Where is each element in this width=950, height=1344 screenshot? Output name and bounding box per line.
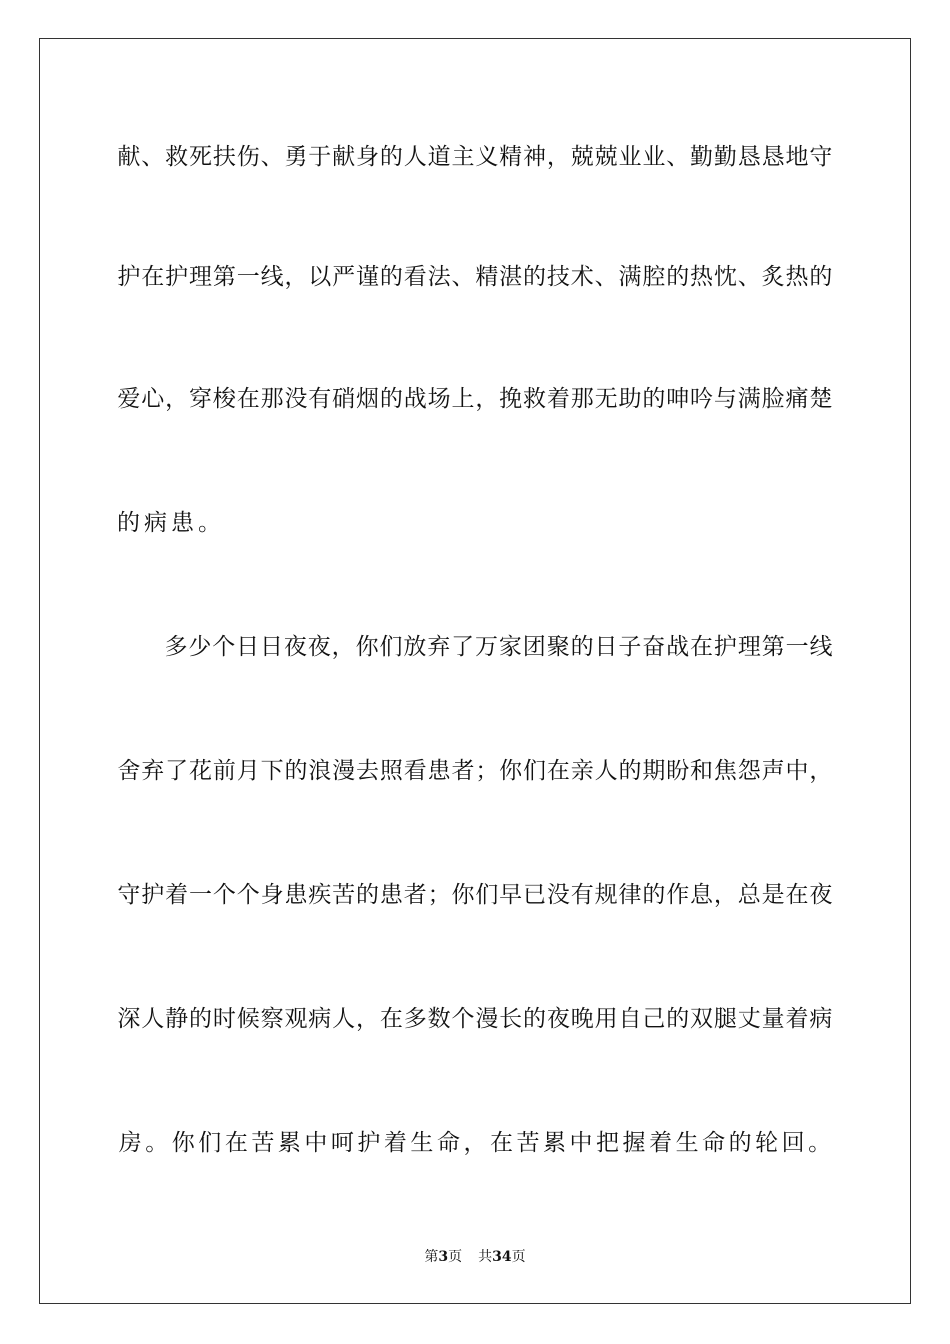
page-suffix: 页: [448, 1249, 463, 1265]
total-pages-number: 34: [492, 1249, 512, 1265]
page-prefix: 第: [424, 1249, 439, 1265]
body-line-2: 护在护理第一线，以严谨的看法、精湛的技术、满腔的热忱、炙热的: [117, 264, 833, 290]
body-line-6: 舍弃了花前月下的浪漫去照看患者；你们在亲人的期盼和焦怨声中，: [117, 758, 833, 784]
page-footer: [0, 1248, 950, 1266]
body-line-9: 房 。 你 们 在 苦 累 中 呵 护 着 生 命 ， 在 苦 累 中 把 握 着 生 命 的 轮 回 。: [118, 1130, 832, 1156]
current-page-number: 3: [438, 1249, 449, 1265]
total-prefix: 共: [478, 1249, 493, 1265]
body-line-7: 守护着一个个身患疾苦的患者；你们早已没有规律的作息，总是在夜: [117, 882, 833, 908]
body-line-4: 的病患。: [117, 510, 225, 536]
page-border: [39, 38, 911, 1304]
body-line-8: 深人静的时候察观病人，在多数个漫长的夜晚用自己的双腿丈量着病: [117, 1006, 833, 1032]
total-suffix: 页: [511, 1249, 526, 1265]
body-line-1: 献、救死扶伤、勇于献身的人道主义精神，兢兢业业、勤勤恳恳地守: [117, 144, 833, 170]
body-line-5: 多少个日日夜夜，你们放弃了万家团聚的日子奋战在护理第一线: [164, 634, 833, 660]
body-line-3: 爱心，穿梭在那没有硝烟的战场上，挽救着那无助的呻吟与满脸痛楚: [117, 386, 833, 412]
